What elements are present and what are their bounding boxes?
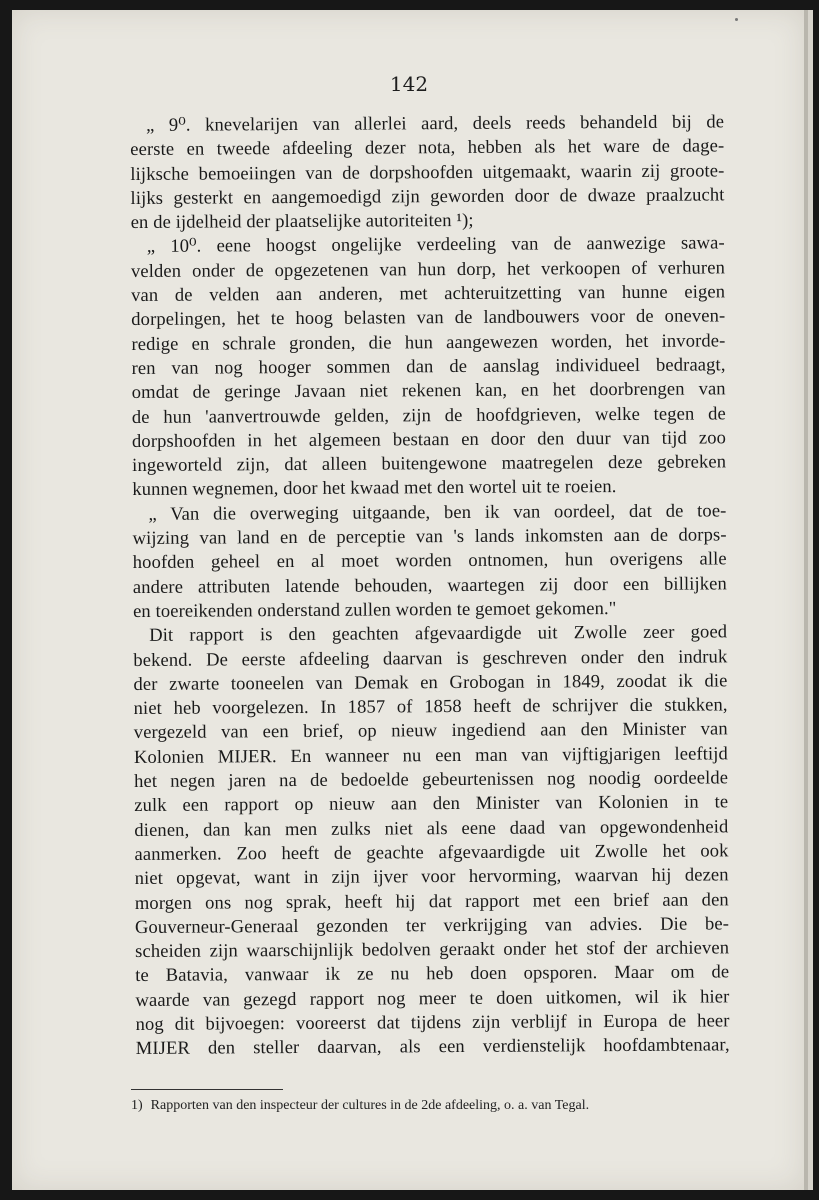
text-line: te Batavia, vanwaar ik ze nu heb doen opsporen. Maar om de [135,961,730,987]
text-line: lijks gesterkt en aangemoedigd zijn geworden door de dwaze praalzucht [130,184,725,209]
text-line: niet heb voorgelezen. In 1857 of 1858 heeft de schrijver die stukken, [133,694,728,720]
footnote [131,1098,691,1114]
paper-speck [735,18,738,21]
text-line: niet opgevat, want in zijn ijver voor hervorming, waarvan hij dezen [134,864,729,890]
text-line: bekend. De eerste afdeeling daarvan is geschreven onder den indruk [133,645,728,671]
text-line: scheiden zijn waarschijnlijk bedolven geraakt onder het stof der archieven [135,937,730,963]
footnote-marker: 1) [131,1098,143,1113]
text-line: kunnen wegnemen, door het kwaad met den wortel uit te roeien. [132,476,617,501]
text-line: zulk een rapport op nieuw aan den Minister van Kolonien in te [134,791,729,817]
text-line: eerste en tweede afdeeling dezer nota, hebben als het ware de dage- [130,135,725,161]
text-line: der zwarte tooneelen van Demak en Grobogan in 1849, zoodat ik die [133,670,728,695]
text-line: morgen ons nog sprak, heeft hij dat rapport met een brief aan den [134,888,729,914]
text-line: dorpshoofden in het algemeen bestaan en door den duur van tijd zoo [131,427,727,452]
body-text [130,110,730,1061]
text-line: waarde van gezegd rapport nog meer te doen uitkomen, wil ik hier [135,986,730,1011]
text-line: dorpelingen, het te hoog belasten van de landbouwers voor de oneven- [131,305,726,331]
text-line: redige en schrale gronden, die hun aangewezen worden, het invorde- [131,330,726,355]
text-line: van de velden aan anderen, met achteruitzetting van hunne eigen [131,281,726,307]
text-line: dienen, dan kan men zulks niet als eene daad van opgewondenheid [134,815,729,841]
text-line: de hun 'aanvertrouwde gelden, zijn de hoofdgrieven, welke tegen de [131,402,726,428]
text-line: ingeworteld zijn, dat alleen buitengewone maatregelen deze gebreken [132,451,727,477]
text-line: „ 9⁰. knevelarijen van allerlei aard, deels reeds behandeld bij de [146,111,725,136]
text-line: velden onder de opgezetenen van hun dorp, het verkoopen of verhuren [130,257,726,282]
text-line: „ Van die overweging uitgaande, ben ik van oordeel, dat de toe- [148,500,727,525]
text-line: Kolonien MIJER. En wanneer nu een man van vijftigjarigen leeftijd [133,743,728,768]
page-edge-inner [808,10,813,1190]
text-line: en de ijdelheid der plaatselijke autoriteiten ¹); [130,210,474,234]
text-line: hoofden geheel en al moet worden ontnomen, hun overigens alle [132,548,727,574]
text-line: MIJER den steller daarvan, als een verdienstelijk hoofdambtenaar, [135,1034,730,1060]
text-line: Dit rapport is den geachten afgevaardigde uit Zwolle zeer goed [149,621,728,647]
text-line: omdat de geringe Javaan niet rekenen kan, en het doorbrengen van [131,378,726,404]
text-line: nog dit bijvoegen: voorеerst dat tijdens zijn verblijf in Europa de heer [135,1010,730,1035]
text-line: aanmerken. Zoo heeft de geachte afgevaardigde uit Zwolle het ook [134,840,729,865]
text-line: en toereikenden onderstand zullen worden te gemoet gekomen." [132,597,617,622]
text-line: het negen jaren na de bedoelde gebeurtenissen nog noodig oordeelde [134,767,729,793]
text-line: lijksche bemoeiingen van de dorpshoofden uitgemaakt, waarin zij groote- [130,159,725,185]
text-line: ren van nog hooger sommen dan de aanslag individueel bedraagt, [131,354,726,379]
text-line: Gouverneur-Generaal gezonden ter verkrijging van advies. Die be- [134,913,730,938]
text-line: andere attributen latende behouden, waartegen zij door een billijken [132,573,727,598]
text-line: wijzing van land en de perceptie van 's lands inkomsten aan de dorps- [132,524,727,550]
footnote-rule [131,1089,283,1090]
text-line: „ 10⁰. eene hoogst ongelijke verdeeling van de aanwezige sawa- [146,232,725,258]
page-number: 142 [389,72,429,96]
footnote-text: Rapporten van den inspecteur der cultures in de 2de afdeeling, o. a. van Tegal. [150,1098,590,1113]
text-line: vergezeld van een brief, op nieuw ingediend aan den Minister van [133,718,728,744]
